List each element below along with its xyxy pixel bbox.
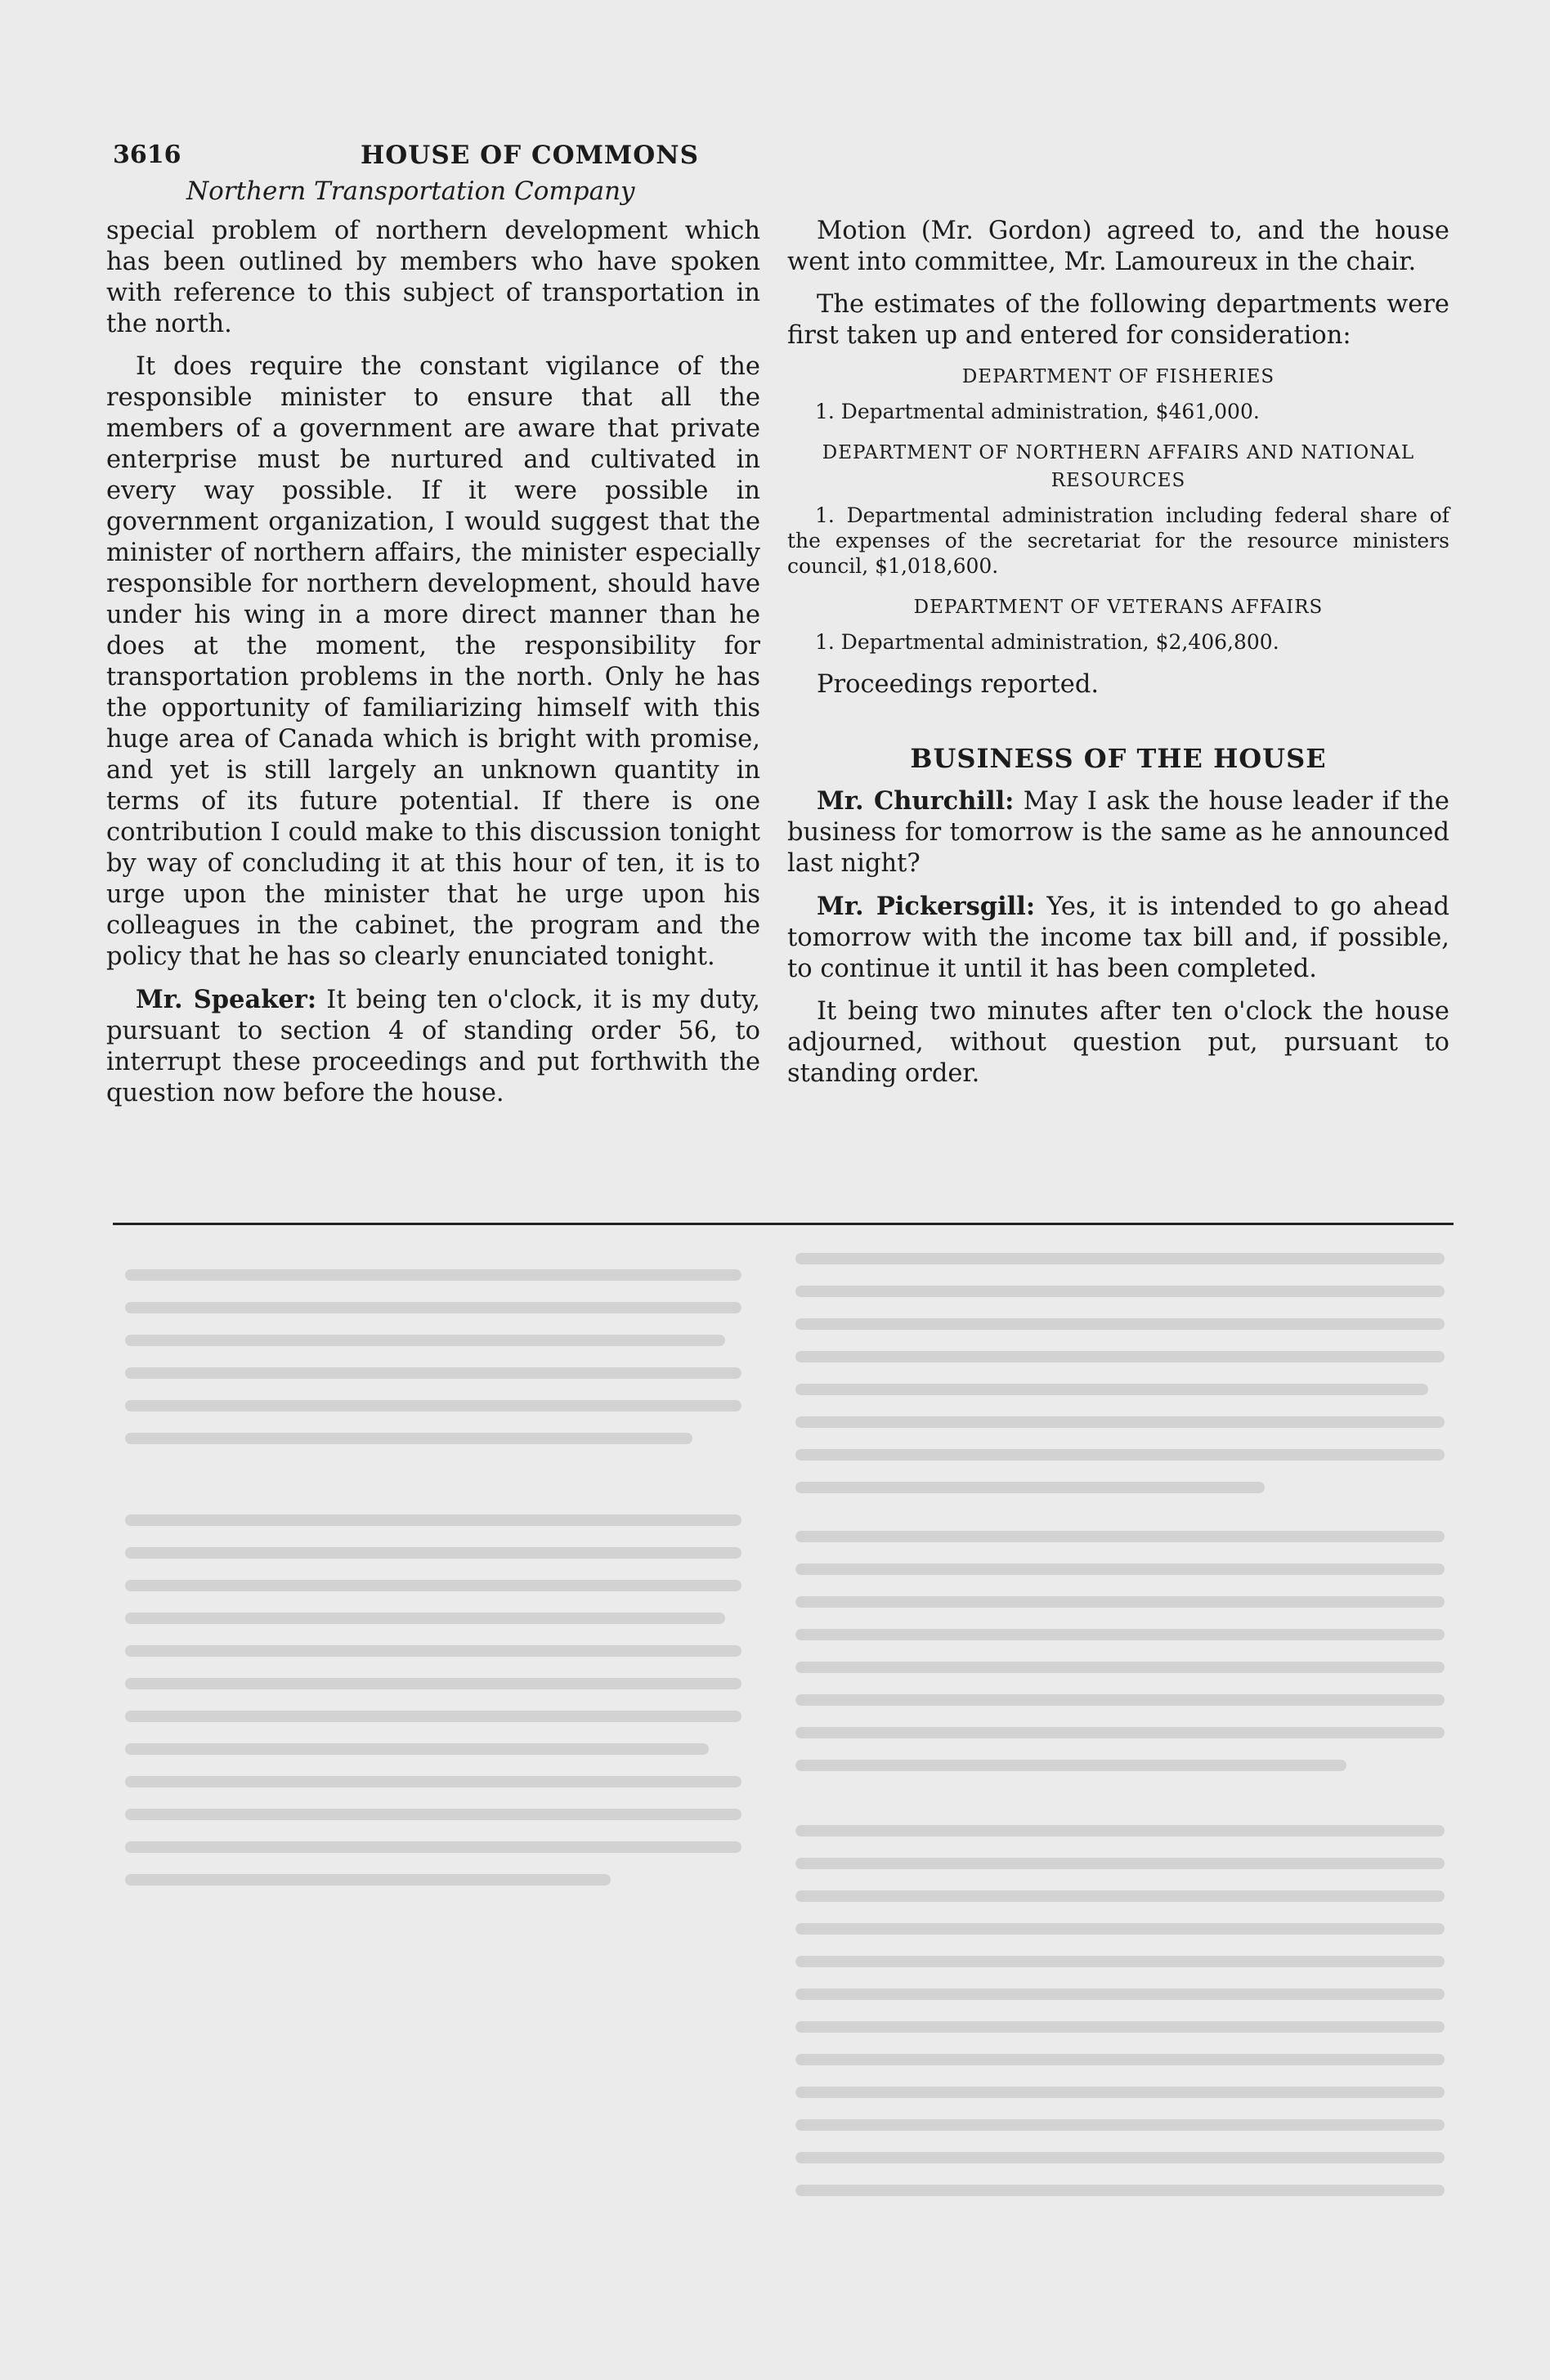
- estimate-item: 1. Departmental administration including federal share of the expenses of the secretariat for the resource ministers council, $1,018,600.: [787, 503, 1449, 578]
- estimate-item: 1. Departmental administration, $2,406,800.: [815, 630, 1279, 654]
- paragraph: It does require the constant vigilance of the responsible minister to ensure that all the members of a government are aware that private enterprise must be nurtured and cultivated in every way possible. If it were possible in government organization, I would suggest that the minister of northern affairs, the minister especially responsible for northern development, should have under his wing in a more direct manner than he does at the moment, the responsibility for transportation problems in the north. Only he has the opportunity of familiarizing himself with this huge area of Canada which is bright with promise, and yet is still largely an unknown quantity in terms of its future potential. If there is one contribution I could make to this discussion tonight by way of concluding it at this hour of ten, it is to urge upon the minister that he urge upon his colleagues in the cabinet, the program and the policy that he has so clearly enunciated tonight.: [106, 352, 760, 971]
- paragraph: It being two minutes after ten o'clock the house adjourned, without question put, pursuant to standing order.: [787, 997, 1449, 1088]
- department-heading: DEPARTMENT OF VETERANS AFFAIRS: [913, 597, 1324, 618]
- department-heading: DEPARTMENT OF NORTHERN AFFAIRS AND NATIONAL RESOURCES: [822, 442, 1415, 491]
- speech-text: It being ten o'clock, it is my duty, pursuant to section 4 of standing order 56, to interrupt these proceedings and put forthwith the question now before the house.: [106, 986, 760, 1107]
- speaker-name: Mr. Pickersgill:: [817, 892, 1036, 921]
- section-title: BUSINESS OF THE HOUSE: [910, 743, 1327, 774]
- show-through-texture: [114, 1242, 1455, 2305]
- page-number: 3616: [113, 141, 181, 169]
- right-column: [787, 216, 1449, 1101]
- speaker-name: Mr. Churchill:: [817, 786, 1015, 816]
- paragraph: The estimates of the following departments were first taken up and entered for consideration:: [787, 290, 1449, 350]
- end-rule: [113, 1223, 1454, 1225]
- left-column: [106, 216, 760, 1121]
- estimate-item: 1. Departmental administration, $461,000.: [815, 400, 1260, 423]
- paragraph: Motion (Mr. Gordon) agreed to, and the house went into committee, Mr. Lamoureux in the chair.: [787, 217, 1449, 276]
- running-subheader: Northern Transportation Company: [186, 177, 635, 206]
- speaker-name: Mr. Speaker:: [136, 985, 317, 1014]
- speech-text: May I ask the house leader if the business for tomorrow is the same as he announced last night?: [787, 787, 1449, 878]
- paragraph: [106, 984, 760, 1109]
- department-heading: DEPARTMENT OF FISHERIES: [961, 366, 1275, 387]
- paragraph: [787, 891, 1449, 985]
- paragraph: [787, 785, 1449, 879]
- journal-title: HOUSE OF COMMONS: [361, 141, 699, 170]
- paragraph: Proceedings reported.: [817, 670, 1100, 699]
- speech-text: Yes, it is intended to go ahead tomorrow with the income tax bill and, if possible, to continue it until it has been completed.: [787, 892, 1450, 983]
- paragraph: special problem of northern development which has been outlined by members who have spoken with reference to this subject of transportation in the north.: [106, 217, 760, 338]
- page-header: [113, 141, 947, 178]
